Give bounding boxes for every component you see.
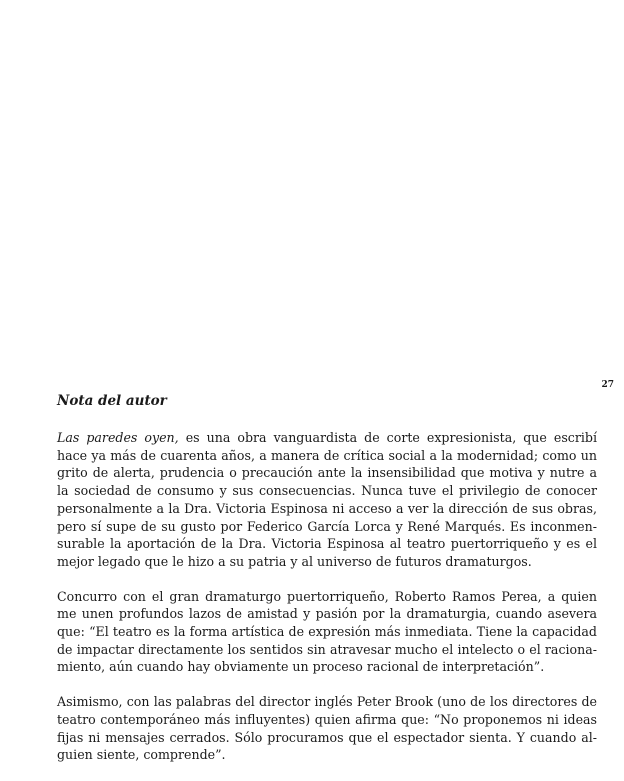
paragraph-2 xyxy=(57,588,597,677)
work-title: Las paredes oyen, xyxy=(57,430,179,445)
paragraph-1 xyxy=(57,429,597,571)
section-heading: Nota del autor xyxy=(57,393,167,409)
paragraph-3-text: Asimismo, con las palabras del director inglés Peter Brook (uno de los directores de teatro contemporáneo más influyentes) quien afirma que: “No proponemos ni ideas fijas ni mensajes cerrados. Sólo procuramos que el espectador sienta. Y cuando alguien siente, comprende”. xyxy=(57,694,597,763)
paragraph-1-text: es una obra vanguardista de corte expresionista, que escribí hace ya más de cuarenta años, a manera de crítica social a la modernidad; como un grito de alerta, prudencia o precaución ante la insensibilidad que motiva y nutre a la sociedad de consumo y sus consecuencias. Nunca tuve el privilegio de conocer personalmente a la Dra. Victoria Espinosa ni acceso a ver la dirección de sus obras, pero sí supe de su gusto por Federico García Lorca y René Marqués. Es inconmensurable la aportación de la Dra. Victoria Espinosa al teatro puertorriqueño y es el mejor legado que le hizo a su patria y al universo de futuros dramaturgos. xyxy=(57,430,597,569)
paragraph-3 xyxy=(57,693,597,764)
paragraph-2-text: Concurro con el gran dramaturgo puertorriqueño, Roberto Ramos Perea, a quien me unen profundos lazos de amistad y pasión por la dramaturgia, cuando asevera que: “El teatro es la forma artística de expresión más inmediata. Tiene la capacidad de impactar directamente los sentidos sin atravesar mucho el intelecto o el racionamiento, aún cuando hay obviamente un proceso racional de interpretación”. xyxy=(57,588,597,675)
page-number: 27 xyxy=(601,380,614,390)
author-note-section xyxy=(57,392,597,781)
